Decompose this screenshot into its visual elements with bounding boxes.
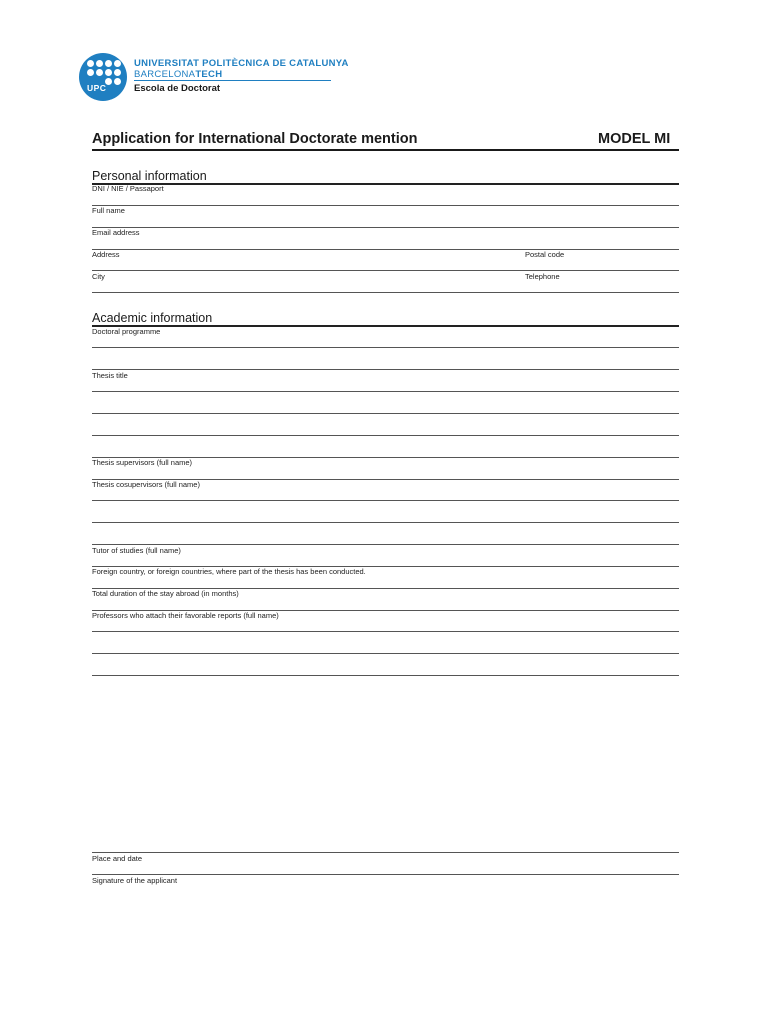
email-field[interactable]: [92, 249, 679, 250]
full-name-field[interactable]: [92, 227, 679, 228]
upc-logo: [79, 53, 127, 101]
logo-divider: [134, 80, 331, 81]
signature-label: Signature of the applicant: [92, 876, 178, 885]
page-title: Application for International Doctorate mention: [92, 131, 418, 147]
doctoral-programme-field-line[interactable]: [92, 369, 679, 370]
id-field[interactable]: [92, 205, 679, 206]
place-date-rule: [92, 852, 679, 853]
address-field[interactable]: [92, 270, 679, 271]
professors-label: Professors who attach their favorable reports (full name): [92, 611, 279, 620]
stay-duration-label: Total duration of the stay abroad (in months): [92, 589, 239, 598]
full-name-label: Full name: [92, 206, 125, 215]
academic-info-heading: Academic information: [92, 311, 213, 325]
thesis-title-label: Thesis title: [92, 371, 128, 380]
doctoral-programme-label: Doctoral programme: [92, 327, 161, 336]
thesis-title-field-line[interactable]: [92, 435, 679, 436]
thesis-cosupervisors-label: Thesis cosupervisors (full name): [92, 480, 200, 489]
academic-heading-rule: [92, 325, 679, 327]
city-tagline: BARCELONATECH: [134, 69, 223, 80]
doctoral-programme-field[interactable]: [92, 347, 679, 348]
email-label: Email address: [92, 228, 140, 237]
thesis-title-field[interactable]: [92, 391, 679, 392]
logo-mark-text: UPC: [87, 83, 107, 93]
professors-field[interactable]: [92, 631, 679, 632]
professors-field-line[interactable]: [92, 675, 679, 676]
place-date-label: Place and date: [92, 854, 143, 863]
place-date-field[interactable]: [92, 874, 679, 875]
city-label: City: [92, 272, 105, 281]
city-field[interactable]: [92, 292, 679, 293]
address-label: Address: [92, 250, 120, 259]
thesis-cosupervisors-field-line[interactable]: [92, 522, 679, 523]
thesis-supervisors-label: Thesis supervisors (full name): [92, 458, 193, 467]
model-code: MODEL MI: [598, 131, 671, 147]
postal-code-label: Postal code: [525, 250, 565, 259]
thesis-cosupervisors-field-line[interactable]: [92, 544, 679, 545]
telephone-label: Telephone: [525, 272, 560, 281]
thesis-title-field-line[interactable]: [92, 413, 679, 414]
university-name: UNIVERSITAT POLITÈCNICA DE CATALUNYA: [134, 58, 349, 69]
thesis-cosupervisors-field[interactable]: [92, 500, 679, 501]
professors-field-line[interactable]: [92, 653, 679, 654]
id-label: DNI / NIE / Passaport: [92, 184, 164, 193]
foreign-country-label: Foreign country, or foreign countries, where part of the thesis has been conducted.: [92, 567, 366, 576]
tutor-label: Tutor of studies (full name): [92, 546, 181, 555]
school-name: Escola de Doctorat: [134, 83, 221, 94]
personal-heading-rule: [92, 183, 679, 185]
title-divider: [92, 149, 679, 151]
personal-info-heading: Personal information: [92, 169, 207, 183]
